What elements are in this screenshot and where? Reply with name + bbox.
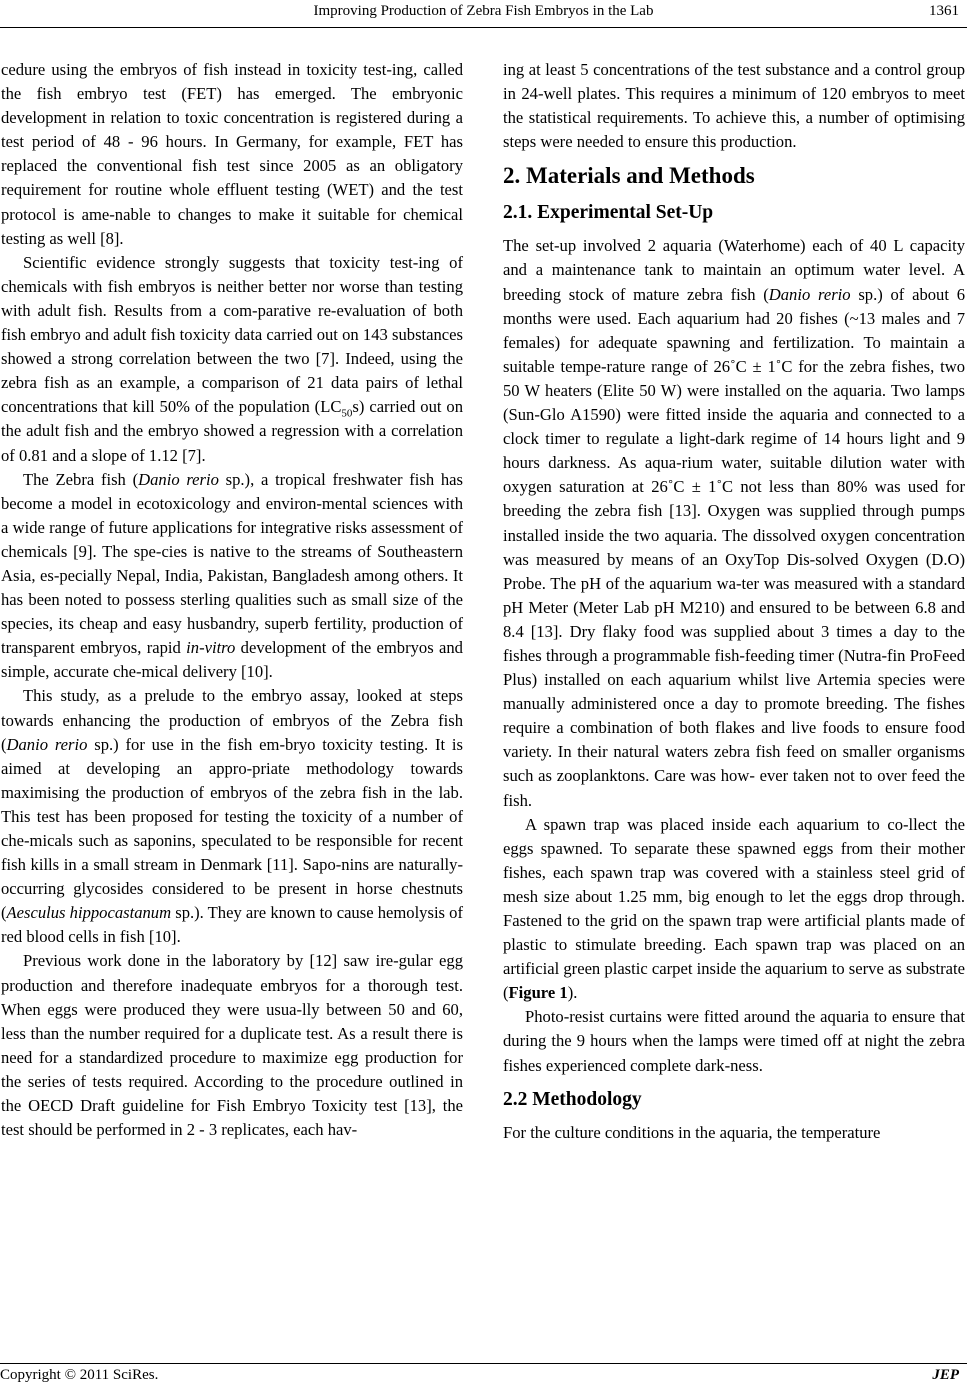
paragraph: For the culture conditions in the aquaria, the temperature xyxy=(503,1122,881,1142)
copyright-notice: Copyright © 2011 SciRes. xyxy=(0,1367,159,1383)
figure-reference[interactable]: Figure 1 xyxy=(508,983,568,1003)
right-column xyxy=(503,58,965,1145)
paragraph: The set-up involved 2 aquaria (Waterhome) each of 40 L capacity and a maintenance tank to maintain an optimum water level. A breeding stock of mature zebra fish (Danio rerio sp.) of about 6 months were used. Each aquarium had 20 fishes (~13 males and 7 females) for adequate spawning and fertilization. To maintain a suitable tempe-rature range of 26˚C ± 1˚C for the zebra fishes, two 50 W heaters (Elite 50 W) were installed on the aquaria. Two lamps (Sun-Glo A1590) were fitted inside the aquaria and connected to a clock timer to regulate a light-dark regime of 14 hours light and 9 hours darkness. As aqua-rium water, suitable dilution water with oxygen saturation at 26˚C ± 1˚C not less than 80% was used for breeding the zebra fish [13]. Oxygen was supplied through pumps installed inside the two aquaria. The dissolved oxygen concentration was measured by means of an OxyTop Dis-solved Oxygen (D.O) Probe. The pH of the aquarium wa-ter was measured with a standard pH Meter (Meter Lab pH M210) and ensured to be between 6.8 and 8.4 [13]. Dry flaky food was supplied about 3 times a day to the fishes through a programmable fish-feeding timer (Nutra-fin ProFeed Plus) installed on each aquarium whilst live Artemia species were manually administered once a day to promote breeding. The fishes require a combination of both flakes and live foods to ensure food variety. In their natural waters zebra fish feed on smaller organisms such as zooplanktons. Care was how- ever taken not to over feed the fish. xyxy=(503,236,965,810)
journal-abbreviation: JEP xyxy=(932,1367,959,1383)
subsection-heading: 2.2 Methodology xyxy=(503,1088,642,1110)
subsection-heading: 2.1. Experimental Set-Up xyxy=(503,202,714,224)
section-heading: 2. Materials and Methods xyxy=(503,163,755,189)
paragraph: Photo-resist curtains were fitted around the aquaria to ensure that during the 9 hours when the lamps were timed off at night the zebra fishes experienced complete dark-ness. xyxy=(503,1007,965,1075)
paragraph: ing at least 5 concentrations of the test substance and a control group in 24-well plates. This requires a minimum of 120 embryos to meet the statistical requirements. To achieve this, a number of optimising steps were needed to ensure this production. xyxy=(503,60,965,152)
paragraph: The Zebra fish (Danio rerio sp.), a tropical freshwater fish has become a model in ecotoxicology and environ-mental sciences with a wide range of future applications for integrative risks assessment of chemicals [9]. The spe-cies is native to the streams of Southeastern Asia, es-pecially Nepal, India, Pakistan, Bangladesh among others. It has been noted to possess sterling qualities such as small size of the species, its cheap and easy husbandry, superb fertility, production of transparent embryos, rapid in-vitro development of the embryos and simple, accurate che-mical delivery [10]. xyxy=(1,469,463,682)
header-rule xyxy=(0,27,967,28)
paragraph: cedure using the embryos of fish instead in toxicity test-ing, called the fish embryo test (FET) has emerged. The embryonic development in relation to toxic concentration is registered during a test period of 48 - 96 hours. In Germany, for example, FET has replaced the conventional fish test since 2005 as an obligatory requirement for routine whole effluent testing (WET) and the test protocol is ame-nable to changes to make it suitable for chemical testing as well [8]. xyxy=(1,60,463,248)
left-column xyxy=(1,58,463,1142)
paragraph: Previous work done in the laboratory by [12] saw ire-gular egg production and therefore inadequate embryos for a thorough test. When eggs were produced they were usua-lly between 50 and 60, less than the number required for a duplicate test. As a result there is need for a standardized procedure to maximize egg production for the series of tests required. According to the procedure outlined in the OECD Draft guideline for Fish Embryo Toxicity test [13], the test should be performed in 2 - 3 replicates, each hav- xyxy=(1,951,463,1140)
paragraph: A spawn trap was placed inside each aquarium to co-llect the eggs spawned. To separate these spawned eggs from their mother fishes, each spawn trap was covered with a stainless steel grid of mesh size about 1.25 mm, big enough to let the eggs drop through. Fastened to the grid on the spawn trap were artificial plants made of plastic to stimulate breeding. Each spawn trap was placed on an artificial green plastic carpet inside the aquarium to serve as substrate (Figure 1). xyxy=(503,814,965,1003)
paragraph: This study, as a prelude to the embryo assay, looked at steps towards enhancing the production of embryos of the Zebra fish (Danio rerio sp.) for use in the fish em-bryo toxicity testing. It is aimed at developing an appro-priate methodology towards maximising the production of embryos of the zebra fish in the lab. This test has been proposed for testing the toxicity of a number of che-micals such as saponins, speculated to be responsible for recent fish kills in a small stream in Denmark [11]. Sapo-nins are naturally-occurring glycosides considered to be present in horse chestnuts (Aesculus hippocastanum sp.). They are known to cause hemolysis of red blood cells in fish [10]. xyxy=(1,686,463,947)
page-number: 1361 xyxy=(929,3,959,19)
running-title: Improving Production of Zebra Fish Embryos in the Lab xyxy=(313,3,654,19)
paragraph: Scientific evidence strongly suggests that toxicity test-ing of chemicals with fish embryos is neither better nor worse than testing with adult fish. Results from a com-parative re-evaluation of both fish embryo and adult fish toxicity data carried out on 143 substances showed a strong correlation between the two [7]. Indeed, using the zebra fish as an example, a comparison of 21 data pairs of lethal concentrations that kill 50% of the population $(LC_{50}s)$ carried out on the adult fish and the embryo showed a regression with a correlation of 0.81 and a slope of 1.12 [7]. xyxy=(1,252,464,465)
footer-rule xyxy=(0,1363,967,1364)
